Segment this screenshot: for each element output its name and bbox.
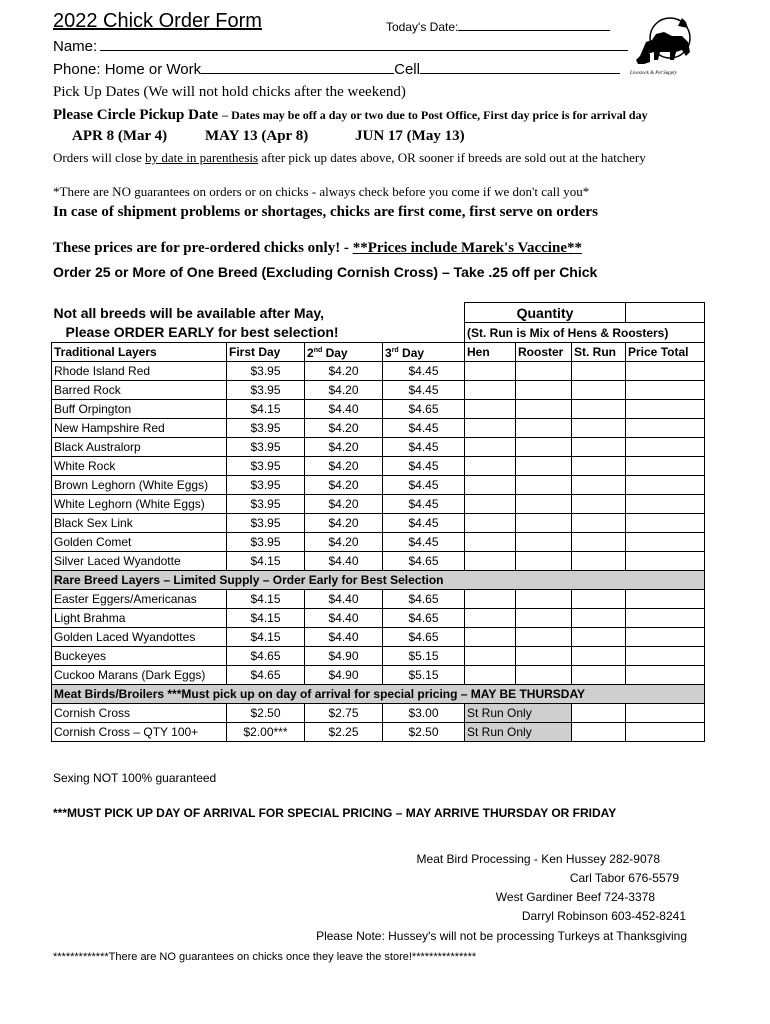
- price-third-day: $3.00: [383, 704, 465, 723]
- hen-qty-cell[interactable]: [465, 514, 516, 533]
- st-run-qty-cell[interactable]: [572, 704, 626, 723]
- st-run-qty-cell[interactable]: [572, 666, 626, 685]
- phone-label: Phone: Home or Work: [53, 61, 202, 78]
- price-total-cell[interactable]: [626, 419, 705, 438]
- price-third-day: $4.65: [383, 590, 465, 609]
- st-run-qty-cell[interactable]: [572, 514, 626, 533]
- price-second-day: $4.20: [305, 438, 383, 457]
- price-third-day: $2.50: [383, 723, 465, 742]
- pickup-date-option[interactable]: APR 8 (Mar 4): [72, 128, 168, 144]
- todays-date-field[interactable]: [386, 18, 610, 34]
- breed-name: Barred Rock: [52, 381, 227, 400]
- price-first-day: $3.95: [227, 419, 305, 438]
- price-first-day: $2.50: [227, 704, 305, 723]
- processing-line: Meat Bird Processing - Ken Hussey 282-9078: [416, 852, 660, 866]
- rooster-qty-cell[interactable]: [516, 457, 572, 476]
- breed-row: [52, 476, 705, 495]
- price-first-day: $3.95: [227, 381, 305, 400]
- price-total-cell[interactable]: [626, 457, 705, 476]
- price-total-cell[interactable]: [626, 381, 705, 400]
- price-third-day: $4.65: [383, 628, 465, 647]
- farm-animals-logo: [630, 12, 700, 76]
- st-run-note: (St. Run is Mix of Hens & Roosters): [465, 323, 705, 343]
- price-total-cell[interactable]: [626, 666, 705, 685]
- breed-row: [52, 400, 705, 419]
- breed-row: [52, 495, 705, 514]
- prices-pre: These prices are for pre-ordered chicks only! -: [53, 240, 353, 256]
- breed-row: [52, 514, 705, 533]
- st-run-only-note: St Run Only: [465, 704, 572, 723]
- hen-qty-cell[interactable]: [465, 533, 516, 552]
- hen-qty-cell[interactable]: [465, 666, 516, 685]
- todays-date-label: Today's Date:: [386, 20, 459, 34]
- price-first-day: $4.15: [227, 609, 305, 628]
- rooster-qty-cell[interactable]: [516, 400, 572, 419]
- price-third-day: $4.45: [383, 514, 465, 533]
- rare-breed-section-header: Rare Breed Layers – Limited Supply – Order Early for Best Selection: [52, 571, 705, 590]
- meat-birds-section-header-row: [52, 685, 705, 704]
- price-second-day: $4.20: [305, 362, 383, 381]
- price-second-day: $4.90: [305, 666, 383, 685]
- rooster-qty-cell[interactable]: [516, 533, 572, 552]
- breed-row: [52, 647, 705, 666]
- price-first-day: $3.95: [227, 476, 305, 495]
- hen-qty-cell[interactable]: [465, 476, 516, 495]
- price-first-day: $2.00***: [227, 723, 305, 742]
- price-second-day: $4.20: [305, 495, 383, 514]
- price-total-cell[interactable]: [626, 362, 705, 381]
- st-run-qty-cell[interactable]: [572, 628, 626, 647]
- col-price-total: Price Total: [626, 343, 705, 362]
- price-first-day: $4.65: [227, 647, 305, 666]
- price-total-cell[interactable]: [626, 514, 705, 533]
- price-third-day: $4.45: [383, 438, 465, 457]
- form-title: 2022 Chick Order Form: [53, 10, 262, 32]
- phone-field[interactable]: [53, 61, 620, 78]
- hen-qty-cell[interactable]: [465, 628, 516, 647]
- rooster-qty-cell[interactable]: [516, 495, 572, 514]
- processing-line: West Gardiner Beef 724-3378: [495, 890, 655, 904]
- rooster-qty-cell[interactable]: [516, 381, 572, 400]
- circle-pickup-line: [53, 106, 648, 124]
- price-total-cell[interactable]: [626, 533, 705, 552]
- breed-row: [52, 666, 705, 685]
- price-total-cell[interactable]: [626, 628, 705, 647]
- st-run-qty-cell[interactable]: [572, 362, 626, 381]
- hen-qty-cell[interactable]: [465, 419, 516, 438]
- quantity-header: Quantity: [465, 303, 626, 323]
- rooster-qty-cell[interactable]: [516, 552, 572, 571]
- price-second-day: $4.40: [305, 552, 383, 571]
- blank-cell: [626, 303, 705, 323]
- price-third-day: $4.45: [383, 381, 465, 400]
- price-first-day: $3.95: [227, 514, 305, 533]
- breed-row: [52, 457, 705, 476]
- breed-row: [52, 609, 705, 628]
- price-total-cell[interactable]: [626, 495, 705, 514]
- st-run-qty-cell[interactable]: [572, 438, 626, 457]
- breed-row: [52, 552, 705, 571]
- price-third-day: $4.45: [383, 495, 465, 514]
- shipment-note: In case of shipment problems or shortages, chicks are first come, first serve on orders: [53, 204, 598, 220]
- col-rooster: Rooster: [516, 343, 572, 362]
- rooster-qty-cell[interactable]: [516, 647, 572, 666]
- price-third-day: $4.45: [383, 476, 465, 495]
- rooster-qty-cell[interactable]: [516, 590, 572, 609]
- meat-birds-section-header: Meat Birds/Broilers ***Must pick up on day of arrival for special pricing – MAY BE THURSDAY: [52, 685, 705, 704]
- order25-note: Order 25 or More of One Breed (Excluding Cornish Cross) – Take .25 off per Chick: [53, 264, 598, 280]
- logo-caption: Livestock & Pet Supply: [630, 71, 677, 76]
- price-first-day: $4.65: [227, 666, 305, 685]
- no-guarantee-note: *There are NO guarantees on orders or on chicks - always check before you come if we don't call you*: [53, 184, 590, 199]
- rooster-qty-cell[interactable]: [516, 438, 572, 457]
- st-run-qty-cell[interactable]: [572, 381, 626, 400]
- breed-row: [52, 628, 705, 647]
- rooster-qty-cell[interactable]: [516, 514, 572, 533]
- price-second-day: $2.75: [305, 704, 383, 723]
- name-field[interactable]: [53, 38, 628, 55]
- price-second-day: $4.20: [305, 419, 383, 438]
- rooster-qty-cell[interactable]: [516, 476, 572, 495]
- breed-name: Rhode Island Red: [52, 362, 227, 381]
- prices-underlined: **Prices include Marek's Vaccine**: [352, 240, 582, 256]
- breed-name: White Leghorn (White Eggs): [52, 495, 227, 514]
- sexing-note: Sexing NOT 100% guaranteed: [53, 771, 217, 785]
- breed-name: Black Australorp: [52, 438, 227, 457]
- circle-pickup-small: – Dates may be off a day or two due to Post Office, First day price is for arrival day: [222, 108, 648, 122]
- st-run-qty-cell[interactable]: [572, 533, 626, 552]
- breed-row: [52, 419, 705, 438]
- breed-name: Buff Orpington: [52, 400, 227, 419]
- price-second-day: $4.90: [305, 647, 383, 666]
- hen-qty-cell[interactable]: [465, 400, 516, 419]
- price-third-day: $4.65: [383, 552, 465, 571]
- cell-label: Cell: [394, 61, 420, 78]
- st-run-qty-cell[interactable]: [572, 476, 626, 495]
- price-third-day: $4.45: [383, 419, 465, 438]
- rare-breed-section-header-row: [52, 571, 705, 590]
- price-total-cell[interactable]: [626, 438, 705, 457]
- price-second-day: $2.25: [305, 723, 383, 742]
- breed-name: Silver Laced Wyandotte: [52, 552, 227, 571]
- price-first-day: $4.15: [227, 628, 305, 647]
- st-run-qty-cell[interactable]: [572, 647, 626, 666]
- price-third-day: $4.45: [383, 533, 465, 552]
- breed-row: [52, 381, 705, 400]
- price-first-day: $3.95: [227, 457, 305, 476]
- price-total-cell[interactable]: [626, 723, 705, 742]
- col-second-day: 2nd Day: [305, 343, 383, 362]
- price-first-day: $3.95: [227, 438, 305, 457]
- st-run-qty-cell[interactable]: [572, 495, 626, 514]
- col-third-day: 3rd Day: [383, 343, 465, 362]
- hen-qty-cell[interactable]: [465, 457, 516, 476]
- breed-name: Golden Comet: [52, 533, 227, 552]
- orders-close-note: [53, 150, 646, 166]
- processing-line: Carl Tabor 676-5579: [569, 871, 679, 885]
- breed-name: New Hampshire Red: [52, 419, 227, 438]
- price-second-day: $4.40: [305, 609, 383, 628]
- col-first-day: First Day: [227, 343, 305, 362]
- name-label: Name:: [53, 38, 98, 55]
- price-third-day: $5.15: [383, 666, 465, 685]
- price-second-day: $4.40: [305, 628, 383, 647]
- breed-name: Black Sex Link: [52, 514, 227, 533]
- price-second-day: $4.20: [305, 381, 383, 400]
- breed-name: Cuckoo Marans (Dark Eggs): [52, 666, 227, 685]
- price-first-day: $4.15: [227, 400, 305, 419]
- final-guarantee-note: *************There are NO guarantees on chicks once they leave the store!***************: [53, 951, 477, 963]
- circle-pickup-bold: Please Circle Pickup Date: [53, 107, 219, 123]
- hussey-note: Please Note: Hussey's will not be processing Turkeys at Thanksgiving: [316, 929, 687, 943]
- price-total-cell[interactable]: [626, 609, 705, 628]
- price-total-cell[interactable]: [626, 552, 705, 571]
- breed-name: Light Brahma: [52, 609, 227, 628]
- price-first-day: $3.95: [227, 495, 305, 514]
- price-first-day: $3.95: [227, 362, 305, 381]
- price-total-cell[interactable]: [626, 647, 705, 666]
- price-second-day: $4.40: [305, 400, 383, 419]
- price-third-day: $4.45: [383, 457, 465, 476]
- st-run-only-note: St Run Only: [465, 723, 572, 742]
- orders-close-pre: Orders will close: [53, 150, 146, 165]
- breed-row: [52, 533, 705, 552]
- st-run-qty-cell[interactable]: [572, 609, 626, 628]
- orders-close-underlined: by date in parenthesis: [145, 150, 259, 165]
- price-second-day: $4.20: [305, 457, 383, 476]
- breed-row: [52, 362, 705, 381]
- must-pickup-note: ***MUST PICK UP DAY OF ARRIVAL FOR SPECIAL PRICING – MAY ARRIVE THURSDAY OR FRIDAY: [53, 806, 617, 820]
- col-hen: Hen: [465, 343, 516, 362]
- breed-row: [52, 438, 705, 457]
- breed-name: Brown Leghorn (White Eggs): [52, 476, 227, 495]
- breed-name: Buckeyes: [52, 647, 227, 666]
- breed-row: [52, 704, 705, 723]
- st-run-qty-cell[interactable]: [572, 590, 626, 609]
- price-second-day: $4.20: [305, 514, 383, 533]
- col-breed: Traditional Layers: [52, 343, 227, 362]
- price-third-day: $5.15: [383, 647, 465, 666]
- rooster-qty-cell[interactable]: [516, 666, 572, 685]
- price-total-cell[interactable]: [626, 400, 705, 419]
- availability-note: Not all breeds will be available after May,: [53, 304, 325, 321]
- breed-row: [52, 590, 705, 609]
- orders-close-post: after pick up dates above, OR sooner if breeds are sold out at the hatchery: [258, 150, 646, 165]
- hen-qty-cell[interactable]: [465, 381, 516, 400]
- hen-qty-cell[interactable]: [465, 590, 516, 609]
- hen-qty-cell[interactable]: [465, 438, 516, 457]
- price-third-day: $4.65: [383, 400, 465, 419]
- price-third-day: $4.65: [383, 609, 465, 628]
- breed-row: [52, 723, 705, 742]
- st-run-qty-cell[interactable]: [572, 457, 626, 476]
- processing-line: Darryl Robinson 603-452-8241: [521, 909, 686, 923]
- st-run-qty-cell[interactable]: [572, 552, 626, 571]
- price-total-cell[interactable]: [626, 590, 705, 609]
- pickup-date-option[interactable]: JUN 17 (May 13): [355, 128, 465, 144]
- price-table: [51, 302, 705, 742]
- rooster-qty-cell[interactable]: [516, 419, 572, 438]
- st-run-qty-cell[interactable]: [572, 419, 626, 438]
- price-second-day: $4.40: [305, 590, 383, 609]
- price-total-cell[interactable]: [626, 704, 705, 723]
- pickup-date-option[interactable]: MAY 13 (Apr 8): [205, 128, 309, 144]
- rooster-qty-cell[interactable]: [516, 362, 572, 381]
- rooster-qty-cell[interactable]: [516, 628, 572, 647]
- col-st-run: St. Run: [572, 343, 626, 362]
- hen-qty-cell[interactable]: [465, 647, 516, 666]
- breed-name: Cornish Cross – QTY 100+: [52, 723, 227, 742]
- order-early-note: Please ORDER EARLY for best selection!: [65, 324, 339, 341]
- price-third-day: $4.45: [383, 362, 465, 381]
- prices-note: [53, 240, 582, 257]
- price-total-cell[interactable]: [626, 476, 705, 495]
- hen-qty-cell[interactable]: [465, 609, 516, 628]
- rooster-qty-cell[interactable]: [516, 609, 572, 628]
- hen-qty-cell[interactable]: [465, 495, 516, 514]
- price-second-day: $4.20: [305, 476, 383, 495]
- breed-name: Easter Eggers/Americanas: [52, 590, 227, 609]
- price-second-day: $4.20: [305, 533, 383, 552]
- hen-qty-cell[interactable]: [465, 362, 516, 381]
- price-first-day: $3.95: [227, 533, 305, 552]
- breed-name: Cornish Cross: [52, 704, 227, 723]
- breed-name: White Rock: [52, 457, 227, 476]
- pickup-dates-note: Pick Up Dates (We will not hold chicks after the weekend): [53, 84, 406, 100]
- breed-name: Golden Laced Wyandottes: [52, 628, 227, 647]
- price-first-day: $4.15: [227, 590, 305, 609]
- st-run-qty-cell[interactable]: [572, 400, 626, 419]
- st-run-qty-cell[interactable]: [572, 723, 626, 742]
- hen-qty-cell[interactable]: [465, 552, 516, 571]
- price-first-day: $4.15: [227, 552, 305, 571]
